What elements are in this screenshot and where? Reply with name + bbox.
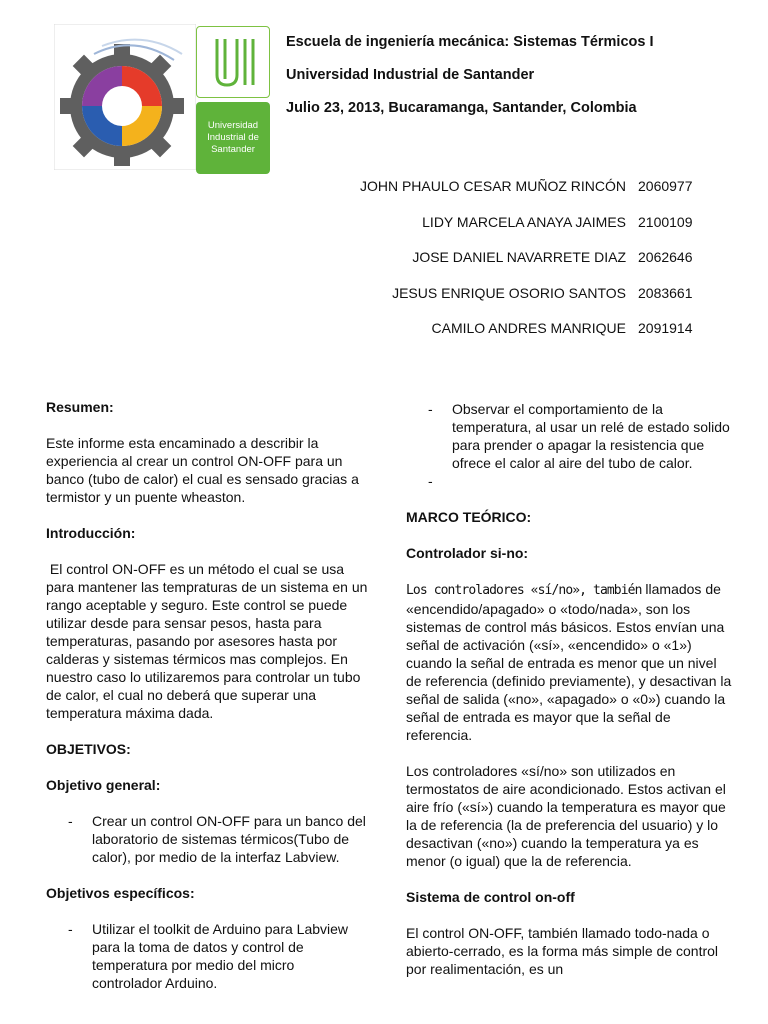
author-row xyxy=(300,285,700,305)
author-id: 2091914 xyxy=(638,320,693,336)
header-date-place: Julio 23, 2013, Bucaramanga, Santander, Colombia xyxy=(286,100,637,116)
objetivos-heading: OBJETIVOS: xyxy=(46,741,131,757)
list-item xyxy=(46,920,368,992)
author-name: CAMILO ANDRES MANRIQUE xyxy=(431,320,626,336)
objetivo-especifico-2: Observar el comportamiento de la temperatura, al usar un relé de estado solido para prender o apagar la resistencia que ofrece el calor al aire del tubo de calor. xyxy=(452,401,730,471)
sistema-control-heading: Sistema de control on-off xyxy=(406,889,575,905)
objetivo-general-heading: Objetivo general: xyxy=(46,777,161,793)
objetivo-especifico-1: Utilizar el toolkit de Arduino para Labview para la toma de datos y control de temperatura por medio del micro controlador Arduino. xyxy=(92,921,349,991)
objetivo-general-text: Crear un control ON-OFF para un banco del laboratorio de sistemas térmicos(Tubo de calor), por medio de la interfaz Labview. xyxy=(92,813,366,865)
intro-heading: Introducción: xyxy=(46,525,136,541)
marco-teorico-heading: MARCO TEÓRICO: xyxy=(406,509,532,525)
author-name: JESUS ENRIQUE OSORIO SANTOS xyxy=(392,285,626,301)
author-name: JOSE DANIEL NAVARRETE DIAZ xyxy=(412,249,626,265)
engineering-gear-logo xyxy=(54,24,196,170)
resumen-heading: Resumen: xyxy=(46,399,114,415)
author-id: 2062646 xyxy=(638,249,693,265)
sistema-control-paragraph: El control ON-OFF, también llamado todo-nada o abierto-cerrado, es la forma más simple de control por realimentación, es un xyxy=(406,925,719,977)
bullet-dash: - xyxy=(68,813,73,829)
header-university: Universidad Industrial de Santander xyxy=(286,67,535,83)
uis-monogram xyxy=(196,26,270,98)
controlador-paragraph-rest: llamados de «encendido/apagado» o «todo/nada», son los sistemas de control más básicos. Estos envían una señal de activación («sí», «encendido» o «1») cuando la señal de entrada es menor que un nivel de referencia (definido previamente), y desactivan la señal de salida («no», «apagado» o «0») cuando la señal de entrada es mayor que la señal de referencia. xyxy=(406,581,732,743)
controlador-paragraph-1 xyxy=(406,580,732,744)
bullet-dash: - xyxy=(68,921,73,937)
author-row xyxy=(300,249,700,269)
author-name: JOHN PHAULO CESAR MUÑOZ RINCÓN xyxy=(359,178,626,194)
controlador-paragraph-lead: Los controladores «sí/no», también xyxy=(406,583,642,598)
list-item xyxy=(406,400,732,472)
objetivos-especificos-heading: Objetivos específicos: xyxy=(46,885,195,901)
list-item xyxy=(46,812,368,866)
left-column xyxy=(46,398,372,992)
bullet-dash: - xyxy=(428,401,433,417)
controlador-heading: Controlador si-no: xyxy=(406,545,529,561)
author-name: LIDY MARCELA ANAYA JAIMES xyxy=(422,214,626,230)
right-column xyxy=(406,400,732,978)
controlador-paragraph-2: Los controladores «sí/no» son utilizados en termostatos de aire acondicionado. Estos activan el aire frío («sí») cuando la temperatura es mayor que la de referencia (la de preferencia del usuario) y lo desactivan («no») cuando la temperatura ya es menor (o igual) que la de referencia. xyxy=(406,763,726,869)
bullet-dash: - xyxy=(428,473,433,489)
author-id: 2100109 xyxy=(638,214,693,230)
list-item xyxy=(406,472,732,490)
intro-text: El control ON-OFF es un método el cual se usa para mantener las tempraturas de un sistema en un rango aceptable y seguro. Este control se puede utilizar desde para sensar pesos, hasta para temperaturas, pasando por asesores hasta por calderas y sistemas térmicos mas complejos. En nuestro caso lo utilizaremos para controlar un tubo de calor, el cual no deberá que superar una temperatura máxima dada. xyxy=(46,561,372,721)
author-row xyxy=(300,178,700,198)
header-school: Escuela de ingeniería mecánica: Sistemas Térmicos I xyxy=(286,34,654,50)
author-row xyxy=(300,214,700,234)
author-id: 2060977 xyxy=(638,178,693,194)
resumen-text: Este informe esta encaminado a describir la experiencia al crear un control ON-OFF para un banco (tubo de calor) el cual es sensado gracias a termistor y un puente wheaston. xyxy=(46,435,359,505)
uis-logo xyxy=(196,26,270,174)
uis-name-text: Universidad Industrial de Santander xyxy=(196,102,270,174)
author-id: 2083661 xyxy=(638,285,693,301)
author-row xyxy=(300,320,700,340)
